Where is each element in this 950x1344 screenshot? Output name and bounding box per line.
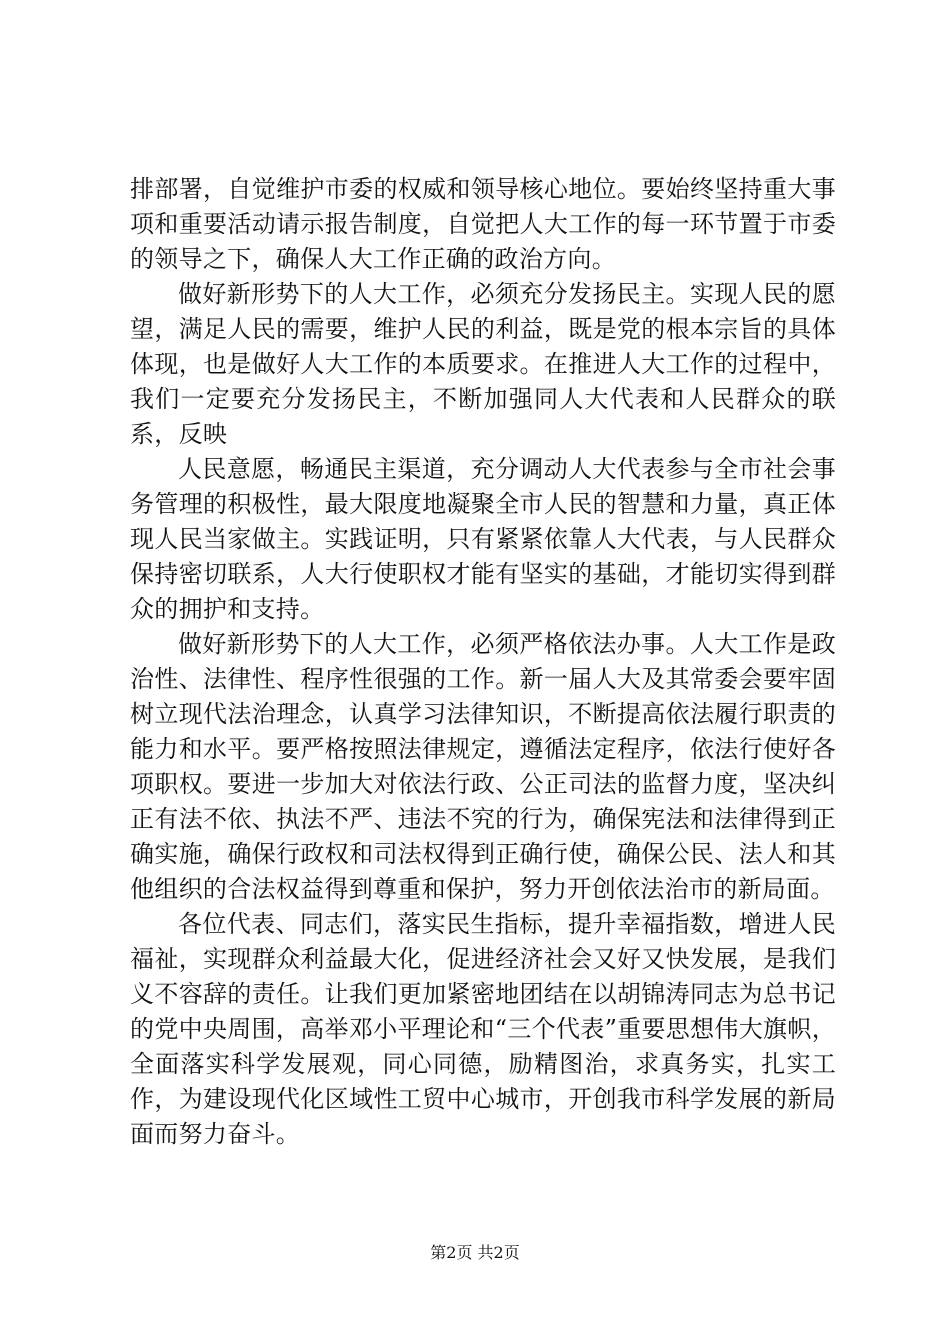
- paragraph: 做好新形势下的人大工作，必须严格依法办事。人大工作是政治性、法律性、程序性很强的工作。新一届人大及其常委会要牢固树立现代法治理念，认真学习法律知识，不断提高依法履行职责的能力和水平。要严格按照法律规定，遵循法定程序，依法行使好各项职权。要进一步加大对依法行政、公正司法的监督力度，坚决纠正有法不依、执法不严、违法不究的行为，确保宪法和法律得到正确实施，确保行政权和司法权得到正确行使，确保公民、法人和其他组织的合法权益得到尊重和保护，努力开创依法治市的新局面。: [130, 630, 836, 903]
- paragraph: 各位代表、同志们，落实民生指标，提升幸福指数，增进人民福祉，实现群众利益最大化，促进经济社会又好又快发展，是我们义不容辞的责任。让我们更加紧密地团结在以胡锦涛同志为总书记的党中央周围，高举邓小平理论和“三个代表”重要思想伟大旗帜，全面落实科学发展观，同心同德，励精图治，求真务实，扎实工作，为建设现代化区域性工贸中心城市，开创我市科学发展的新局面而努力奋斗。: [130, 910, 836, 1148]
- paragraph: 做好新形势下的人大工作，必须充分发扬民主。实现人民的愿望，满足人民的需要，维护人民的利益，既是党的根本宗旨的具体体现，也是做好人大工作的本质要求。在推进人大工作的过程中，我们一定要充分发扬民主，不断加强同人大代表和人民群众的联系，反映: [130, 280, 836, 448]
- paragraph: 人民意愿，畅通民主渠道，充分调动人大代表参与全市社会事务管理的积极性，最大限度地凝聚全市人民的智慧和力量，真正体现人民当家做主。实践证明，只有紧紧依靠人大代表，与人民群众保持密切联系，人大行使职权才能有坚实的基础，才能切实得到群众的拥护和支持。: [130, 455, 836, 623]
- paragraph: 排部署，自觉维护市委的权威和领导核心地位。要始终坚持重大事项和重要活动请示报告制度，自觉把人大工作的每一环节置于市委的领导之下，确保人大工作正确的政治方向。: [130, 175, 836, 273]
- page-footer: 第2页 共2页: [430, 1243, 520, 1262]
- document-body: [130, 172, 836, 1152]
